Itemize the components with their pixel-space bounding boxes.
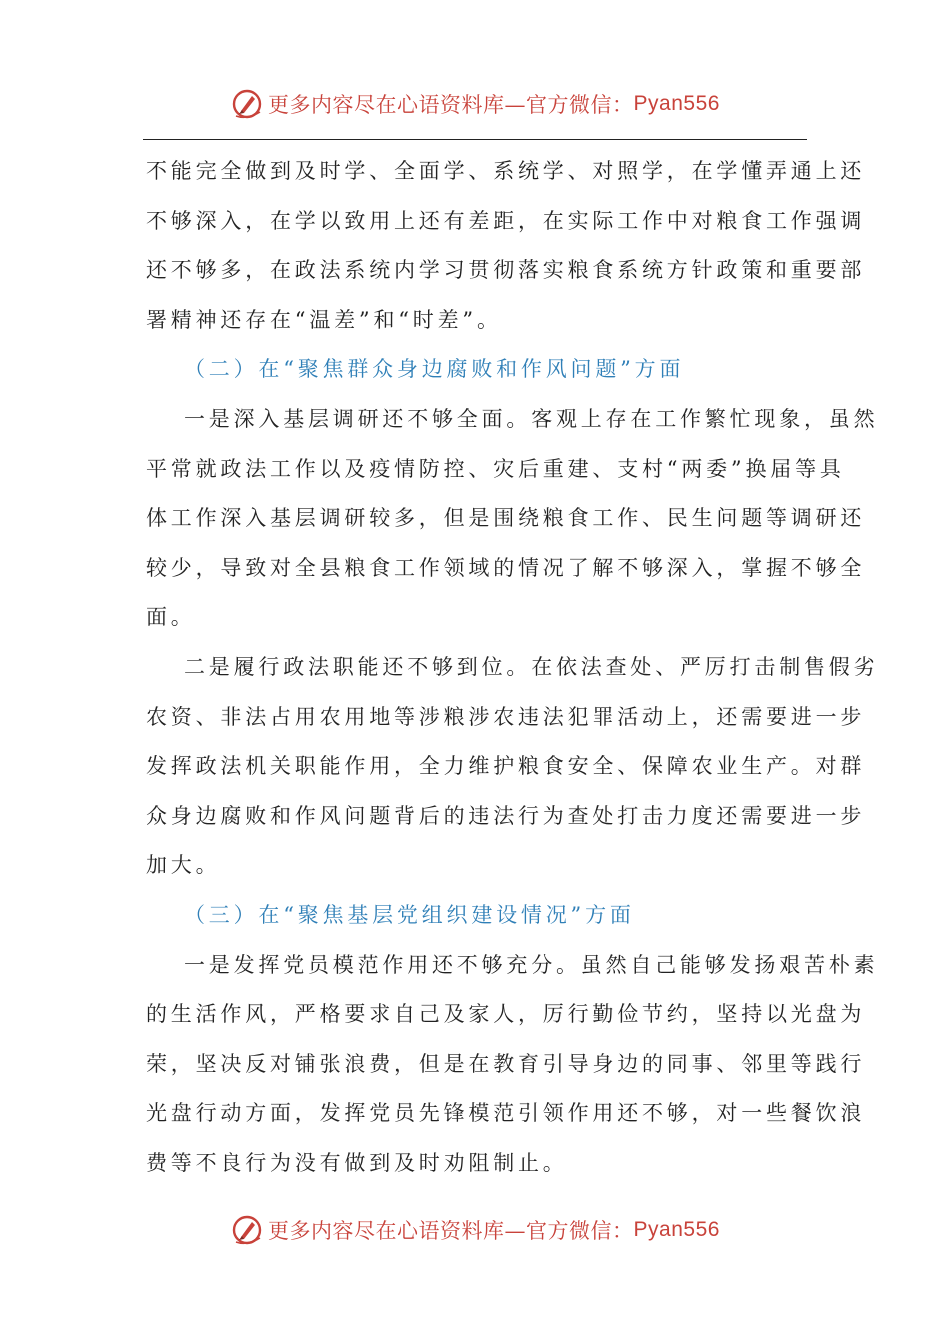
header-divider — [143, 139, 807, 140]
text-line: 光盘行动方面，发挥党员先锋模范引领作用还不够，对一些餐饮浪 — [146, 1101, 866, 1126]
document-body — [146, 147, 879, 1188]
text-line: 荣，坚决反对铺张浪费，但是在教育引导身边的同事、邻里等践行 — [146, 1051, 866, 1076]
pen-nib-logo-icon — [230, 1213, 264, 1247]
footer-wechat-id: Pyan556 — [633, 1218, 720, 1241]
text-line: 一是深入基层调研还不够全面。客观上存在工作繁忙现象，虽然 — [184, 406, 879, 431]
text-line: 的生活作风，严格要求自己及家人，厉行勤俭节约，坚持以光盘为 — [146, 1002, 866, 1027]
text-line: 不能完全做到及时学、全面学、系统学、对照学，在学懂弄通上还 — [146, 159, 866, 183]
header-banner-text: 更多内容尽在心语资料库—官方微信： — [268, 93, 634, 117]
text-line: 较少，导致对全县粮食工作领域的情况了解不够深入，掌握不够全 — [146, 555, 866, 580]
text-line: 体工作深入基层调研较多，但是围绕粮食工作、民生问题等调研还 — [146, 506, 866, 531]
header-wechat-id: Pyan556 — [633, 92, 720, 115]
text-line: 发挥政法机关职能作用，全力维护粮食安全、保障农业生产。对群 — [146, 754, 866, 779]
text-line: 加大。 — [146, 853, 221, 878]
section-heading-2: （二）在“聚焦群众身边腐败和作风问题”方面 — [184, 357, 685, 382]
text-line: 众身边腐败和作风问题背后的违法行为查处打击力度还需要进一步 — [146, 803, 866, 828]
pen-nib-logo-icon — [230, 87, 264, 121]
text-line: 还不够多，在政法系统内学习贯彻落实粮食系统方针政策和重要部 — [146, 258, 866, 283]
footer-banner-text: 更多内容尽在心语资料库—官方微信： — [268, 1219, 634, 1243]
text-line: 平常就政法工作以及疫情防控、灾后重建、支村“两委”换届等具 — [146, 456, 845, 481]
footer-banner — [0, 1210, 950, 1250]
section-heading-3: （三）在“聚焦基层党组织建设情况”方面 — [184, 902, 635, 927]
text-line: 二是履行政法职能还不够到位。在依法查处、严厉打击制售假劣 — [184, 654, 879, 679]
text-line: 不够深入，在学以致用上还有差距，在实际工作中对粮食工作强调 — [146, 208, 866, 233]
text-line: 费等不良行为没有做到及时劝阻制止。 — [146, 1150, 568, 1175]
text-line: 署精神还存在“温差”和“时差”。 — [146, 307, 502, 332]
header-banner — [0, 84, 950, 124]
text-line: 面。 — [146, 605, 196, 630]
text-line: 农资、非法占用农用地等涉粮涉农违法犯罪活动上，还需要进一步 — [146, 704, 866, 729]
text-line: 一是发挥党员模范作用还不够充分。虽然自己能够发扬艰苦朴素 — [184, 952, 879, 977]
